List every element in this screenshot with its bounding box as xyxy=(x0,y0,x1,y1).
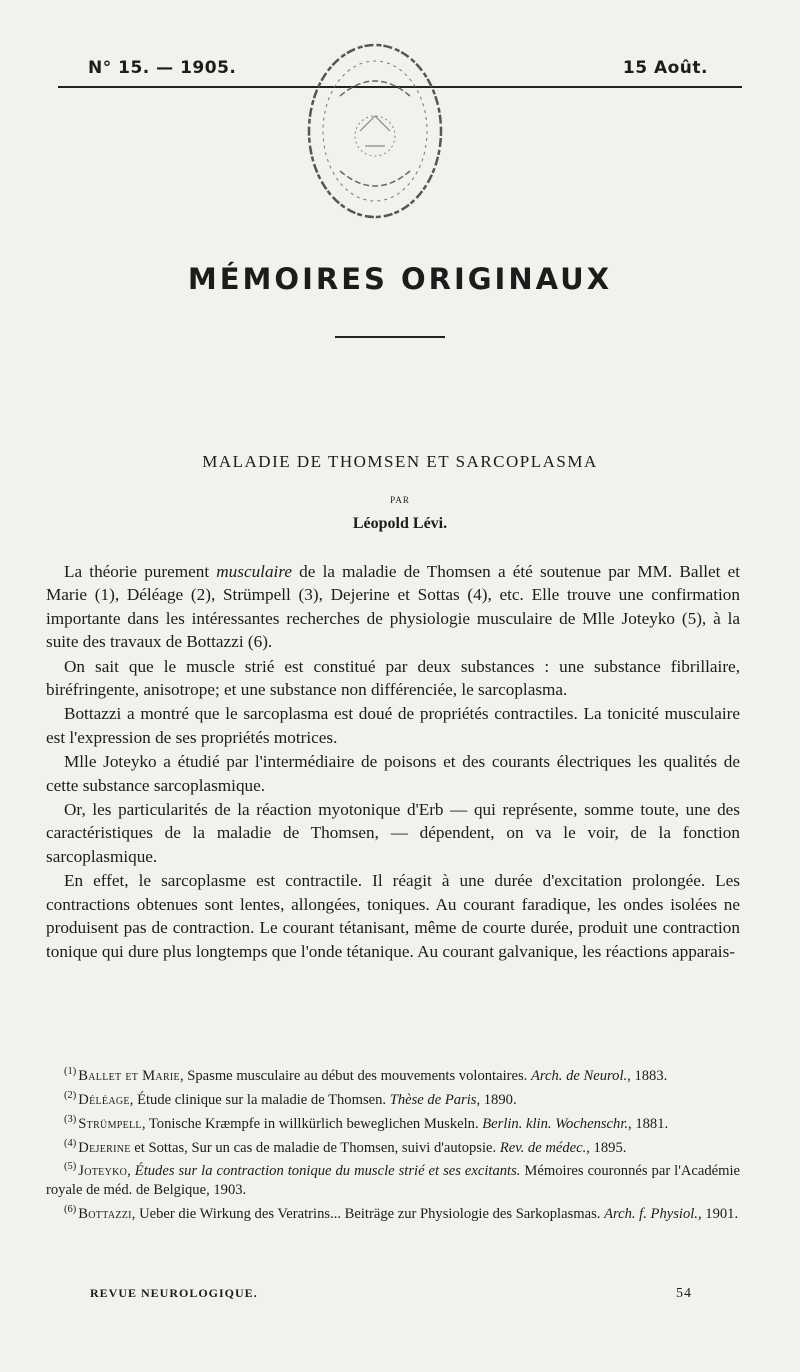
library-stamp-icon xyxy=(300,36,450,222)
article-body xyxy=(46,560,740,963)
paragraph-5: Or, les particularités de la réaction myotonique d'Erb — qui représente, somme toute, une des caractéristiques de la maladie de Thomsen, — dépendent, on va le voir, de la fonction sarcoplasmique. xyxy=(46,800,740,866)
footnotes xyxy=(46,1062,740,1224)
by-line-par: PAR xyxy=(390,495,410,505)
journal-name: REVUE NEUROLOGIQUE. xyxy=(90,1286,258,1300)
section-title: MÉMOIRES ORIGINAUX xyxy=(187,262,613,296)
page-number: 54 xyxy=(676,1286,692,1301)
paragraph-3: Bottazzi a montré que le sarcoplasma est doué de propriétés contractiles. La tonicité musculaire est l'expression de ses propriétés motrices. xyxy=(46,704,740,747)
footnote-1: $^{(1)}$ Ballet et Marie, Spasme musculaire au début des mouvements volontaires. Arch. de Neurol., 1883. xyxy=(64,1066,668,1084)
article-title: MALADIE DE THOMSEN ET SARCOPLASMA xyxy=(202,452,598,471)
footnote-5: $^{(5)}$ Joteyko, Études sur la contraction tonique du muscle strié et ses excitants. Mémoires couronnés par l'Académie royale de méd. de Belgique, 1903. xyxy=(46,1161,741,1199)
paragraph-4: Mlle Joteyko a étudié par l'intermédiaire de poisons et des courants électriques les qualités de cette substance sarcoplasmique. xyxy=(46,752,740,795)
footnote-4: $^{(4)}$ Dejerine et Sottas, Sur un cas de maladie de Thomsen, suivi d'autopsie. Rev. de médec., 1895. xyxy=(64,1137,627,1156)
paragraph-1: La théorie purement musculaire de la maladie de Thomsen a été soutenue par MM. Ballet et Marie (1), Déléage (2), Strümpell (3), Dejerine et Sottas (4), etc. Elle trouve une confirmation importante dans les intéressantes recherches de physiologie musculaire de Mlle Joteyko (5), à la suite des travaux de Bottazzi (6). xyxy=(46,562,740,652)
title-rule xyxy=(335,336,445,338)
footnote-2: $^{(2)}$ Déléage, Étude clinique sur la maladie de Thomsen. Thèse de Paris, 1890. xyxy=(64,1089,517,1108)
footnote-3: $^{(3)}$ Strümpell, Tonische Kræmpfe in willkürlich beweglichen Muskeln. Berlin. klin. Wochenschr., 1881. xyxy=(64,1113,669,1132)
issue-number: N° 15. — 1905. xyxy=(88,58,237,78)
page-footer xyxy=(90,1286,692,1304)
issue-date: 15 Août. xyxy=(622,58,708,78)
author-name: Léopold Lévi. xyxy=(352,515,448,532)
paragraph-6: En effet, le sarcoplasme est contractile. Il réagit à une durée d'excitation prolongée. Les contractions obtenues sont lentes, allongées, toniques. Au courant faradique, les ondes isolées ne produisent pas de contraction. Le courant tétanisant, même de courte durée, produit une contraction tonique qui dure plus longtemps que l'onde tétanique. Au courant galvanique, les réactions apparais- xyxy=(46,871,740,961)
footnote-6: $^{(6)}$ Bottazzi, Ueber die Wirkung des Veratrins... Beiträge zur Physiologie des Sarkoplasmas. Arch. f. Physiol., 1901. xyxy=(64,1204,739,1223)
paragraph-2: On sait que le muscle strié est constitué par deux substances : une substance fibrillaire, biréfringente, anisotrope; et une substance non différenciée, le sarcoplasma. xyxy=(46,656,740,700)
